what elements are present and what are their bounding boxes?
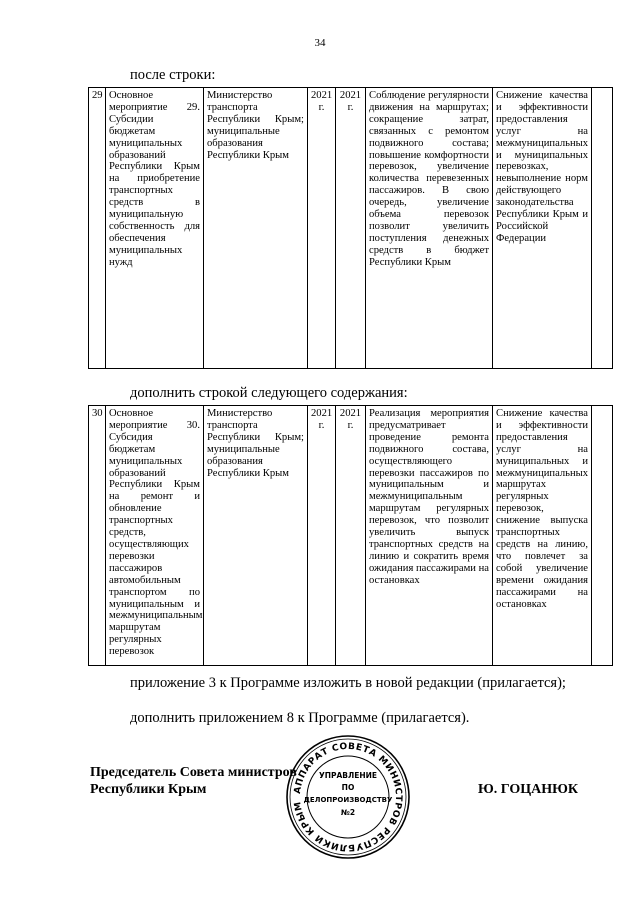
stamp-line-1: УПРАВЛЕНИЕ xyxy=(318,771,378,780)
stamp-line-3: ДЕЛОПРОИЗВОДСТВУ xyxy=(303,796,393,804)
official-stamp xyxy=(283,732,413,862)
executor-cell: Министерство транспорта Республики Крым; муниципальные образования Республики Крым xyxy=(204,406,308,666)
row-29-table xyxy=(88,87,613,369)
signatory-title-line1: Председатель Совета министров xyxy=(90,765,297,780)
stamp-line-2: ПО xyxy=(341,783,355,792)
link-cell xyxy=(592,88,613,369)
intro-after-row: после строки: xyxy=(130,67,216,83)
intro-add-row: дополнить строкой следующего содержания: xyxy=(130,385,408,401)
row-number: 29 xyxy=(89,88,106,369)
result-cell: Реализация мероприятия предусматривает проведение ремонта подвижного состава, осуществляющего перевозки пассажиров по муниципальным и межмуниципальным маршрутам регулярных перевозок, что позволит увеличить выпуск транспортных средств на линию и сократить время ожидания пассажирами на остановках xyxy=(366,406,493,666)
consequences-cell: Снижение качества и эффективности предоставления услуг на муниципальных и межмуниципальных маршрутах регулярных перевозок, снижение выпуска транспортных средств на линию, что повлечет за собой увеличение времени ожидания пассажирами на остановках xyxy=(493,406,592,666)
start-year-cell: 2021 г. xyxy=(308,406,336,666)
start-year-cell: 2021 г. xyxy=(308,88,336,369)
row-30-table xyxy=(88,405,613,666)
table-row xyxy=(89,406,613,666)
executor-cell: Министерство транспорта Республики Крым; муниципальные образования Республики Крым xyxy=(204,88,308,369)
appendix-8-paragraph: дополнить приложением 8 к Программе (прилагается). xyxy=(130,710,470,726)
result-cell: Соблюдение регулярности движения на маршрутах; сокращение затрат, связанных с ремонтом подвижного состава; повышение комфортности перевозок, увеличение количества перевезенных пассажиров. В свою очередь, увеличение объема перевозок позволит увеличить поступления денежных средств в бюджет Республики Крым xyxy=(366,88,493,369)
signatory-title-line2: Республики Крым xyxy=(90,782,207,797)
link-cell xyxy=(592,406,613,666)
stamp-line-4: №2 xyxy=(340,808,356,817)
signatory-title xyxy=(90,764,297,798)
end-year-cell: 2021 г. xyxy=(336,88,366,369)
event-cell: Основное мероприятие 29. Субсидии бюджетам муниципальных образований Республики Крым на приобретение транспортных средств в муниципальную собственность для обеспечения муниципальных нужд xyxy=(106,88,204,369)
consequences-cell: Снижение качества и эффективности предоставления услуг на межмуниципальных и муниципальных перевозках, невыполнение норм действующего законодательства Республики Крым и Российской Федерации xyxy=(493,88,592,369)
appendix-3-paragraph: приложение 3 к Программе изложить в новой редакции (прилагается); xyxy=(130,675,566,691)
event-cell: Основное мероприятие 30. Субсидия бюджетам муниципальных образований Республики Крым на ремонт и обновление транспортных средств, осуществляющих перевозки пассажиров автомобильным транспортом по муниципальным и межмуниципальным маршрутам регулярных перевозок xyxy=(106,406,204,666)
end-year-cell: 2021 г. xyxy=(336,406,366,666)
stamp-ring-text: АППАРАТ СОВЕТА МИНИСТРОВ РЕСПУБЛИКИ КРЫМ xyxy=(293,741,404,853)
row-number: 30 xyxy=(89,406,106,666)
table-row xyxy=(89,88,613,369)
signatory-name: Ю. ГОЦАНЮК xyxy=(478,782,579,797)
page-number: 34 xyxy=(314,37,326,49)
